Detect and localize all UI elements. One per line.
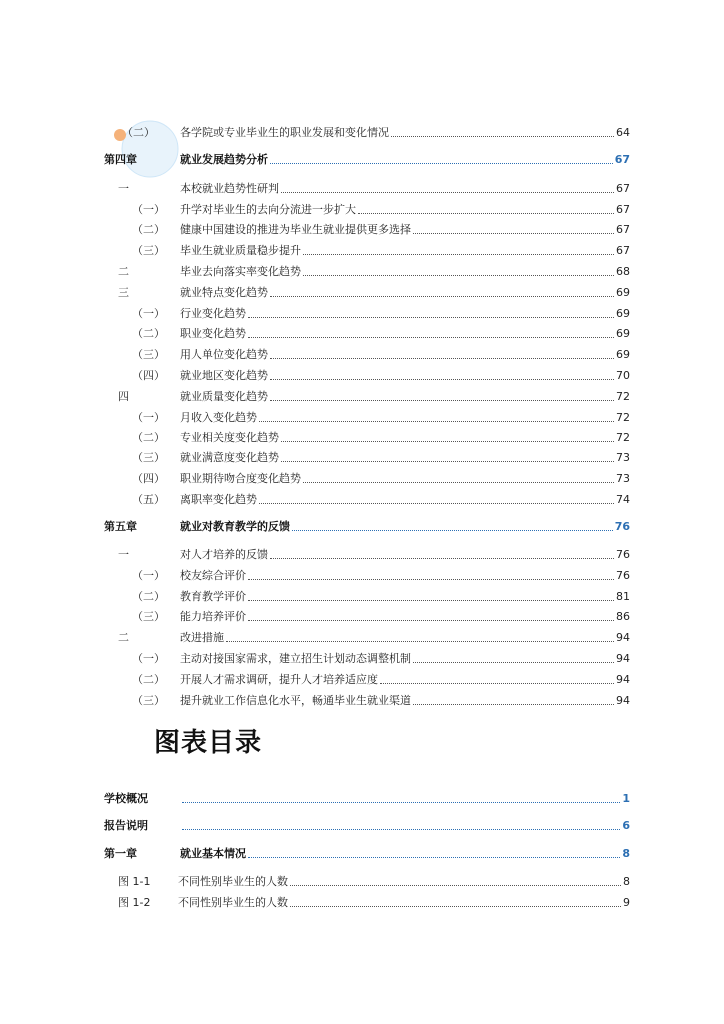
toc-chapter-entry[interactable] [104,818,630,834]
toc-entry-page: 72 [616,431,630,444]
toc-entry-number: （二） [132,590,165,603]
toc-entry-title: 健康中国建设的推进为毕业生就业提供更多选择 [180,223,411,236]
toc-dot-leader [358,202,614,214]
toc-dot-leader [259,492,614,504]
toc-entry-title: 教育教学评价 [180,590,246,603]
toc-entry-number: 一 [118,182,129,195]
toc-entry-number: 第一章 [104,847,137,860]
toc-dot-leader [259,410,614,422]
toc-entry-title: 升学对毕业生的去向分流进一步扩大 [180,203,356,216]
toc-entry-page: 81 [616,590,630,603]
toc-entry-title: 开展人才需求调研，提升人才培养适应度 [180,673,378,686]
toc-entry-page: 74 [616,493,630,506]
toc-dot-leader [270,389,614,401]
toc-entry[interactable] [104,630,630,646]
toc-dot-leader [380,672,614,684]
toc-dot-leader [303,243,614,255]
toc-entry-page: 68 [616,265,630,278]
toc-entry-page: 1 [622,792,630,805]
toc-entry-number: （三） [132,451,165,464]
toc-entry-number: （二） [122,126,155,139]
toc-entry-title: 各学院或专业毕业生的职业发展和变化情况 [180,126,389,139]
toc-entry-page: 76 [616,548,630,561]
toc-dot-leader [270,152,613,164]
toc-entry-page: 69 [616,286,630,299]
toc-chapter-entry[interactable] [104,519,630,535]
toc-dot-leader [182,818,620,830]
toc-dot-leader [303,471,614,483]
toc-entry-page: 67 [614,153,630,166]
toc-entry-title: 就业特点变化趋势 [180,286,268,299]
toc-entry[interactable] [104,410,630,426]
toc-entry-number: 第五章 [104,520,137,533]
toc-entry-number: 图 1-1 [118,875,151,888]
toc-entry-title: 提升就业工作信息化水平，畅通毕业生就业渠道 [180,694,411,707]
toc-entry-page: 64 [616,126,630,139]
toc-entry-number: 三 [118,286,129,299]
toc-dot-leader [226,630,614,642]
toc-entry-page: 76 [614,520,630,533]
toc-dot-leader [281,450,614,462]
toc-entry-page: 67 [616,182,630,195]
toc-dot-leader [248,609,614,621]
toc-entry[interactable] [104,306,630,322]
toc-dot-leader [290,895,621,907]
toc-entry-number: 第四章 [104,153,137,166]
toc-dot-leader [303,264,614,276]
toc-entry-title: 毕业去向落实率变化趋势 [180,265,301,278]
toc-entry-title: 用人单位变化趋势 [180,348,268,361]
toc-dot-leader [182,791,620,803]
figures-toc-heading: 图表目录 [154,728,263,758]
toc-chapter-entry[interactable] [104,791,630,807]
toc-entry-number: 二 [118,265,129,278]
toc-entry-number: （五） [132,493,165,506]
toc-entry-title: 毕业生就业质量稳步提升 [180,244,301,257]
toc-entry-page: 8 [622,847,630,860]
toc-entry-page: 94 [616,694,630,707]
toc-chapter-entry[interactable] [104,152,630,168]
toc-entry-page: 69 [616,307,630,320]
toc-entry-number: 图 1-2 [118,896,151,909]
toc-entry[interactable] [104,368,630,384]
toc-entry-page: 69 [616,327,630,340]
toc-figure-entry[interactable] [104,874,630,890]
toc-entry-page: 73 [616,451,630,464]
toc-entry-page: 72 [616,411,630,424]
toc-entry-number: （一） [132,569,165,582]
toc-entry-title: 能力培养评价 [180,610,246,623]
toc-entry-title: 就业基本情况 [180,847,246,860]
toc-figure-entry[interactable] [104,895,630,911]
toc-entry[interactable] [104,568,630,584]
toc-dot-leader [281,430,614,442]
toc-entry[interactable] [104,492,630,508]
toc-entry[interactable] [104,389,630,405]
toc-entry-title: 就业对教育教学的反馈 [180,520,290,533]
toc-entry[interactable] [104,264,630,280]
toc-entry-title: 就业质量变化趋势 [180,390,268,403]
toc-entry[interactable] [104,651,630,667]
toc-entry-page: 6 [622,819,630,832]
toc-dot-leader [270,285,614,297]
toc-entry-page: 70 [616,369,630,382]
toc-entry-number: （一） [132,203,165,216]
toc-entry-page: 76 [616,569,630,582]
toc-entry-page: 67 [616,244,630,257]
toc-entry-title: 不同性别毕业生的人数 [178,896,288,909]
toc-entry-page: 69 [616,348,630,361]
toc-dot-leader [270,347,614,359]
toc-entry-number: （四） [132,369,165,382]
toc-entry-title: 就业地区变化趋势 [180,369,268,382]
toc-dot-leader [248,306,614,318]
toc-entry-number: （二） [132,327,165,340]
toc-entry-title: 本校就业趋势性研判 [180,182,279,195]
toc-entry-title: 就业发展趋势分析 [180,153,268,166]
toc-dot-leader [270,368,614,380]
toc-dot-leader [270,547,614,559]
toc-entry-page: 94 [616,652,630,665]
toc-entry-title: 校友综合评价 [180,569,246,582]
toc-entry-number: （二） [132,673,165,686]
toc-entry-title: 职业期待吻合度变化趋势 [180,472,301,485]
toc-dot-leader [290,874,621,886]
toc-dot-leader [391,125,614,137]
toc-entry-page: 8 [623,875,630,888]
toc-entry-page: 67 [616,203,630,216]
toc-entry-title: 对人才培养的反馈 [180,548,268,561]
toc-entry-title: 离职率变化趋势 [180,493,257,506]
toc-entry-number: （三） [132,348,165,361]
toc-entry[interactable] [104,547,630,563]
toc-entry-number: （三） [132,610,165,623]
toc-dot-leader [413,693,614,705]
toc-chapter-entry[interactable] [104,846,630,862]
toc-entry-title: 月收入变化趋势 [180,411,257,424]
toc-entry[interactable] [104,243,630,259]
toc-entry[interactable] [104,347,630,363]
toc-entry[interactable] [104,222,630,238]
toc-entry[interactable] [104,430,630,446]
toc-entry-number: （一） [132,652,165,665]
toc-entry-number: （二） [132,431,165,444]
toc-entry-number: （三） [132,244,165,257]
toc-entry[interactable] [104,326,630,342]
toc-entry[interactable] [104,285,630,301]
toc-entry-title: 专业相关度变化趋势 [180,431,279,444]
toc-entry[interactable] [104,471,630,487]
toc-dot-leader [248,326,614,338]
toc-entry[interactable] [104,181,630,197]
toc-entry-page: 73 [616,472,630,485]
toc-entry-number: 一 [118,548,129,561]
toc-entry-title: 职业变化趋势 [180,327,246,340]
toc-entry[interactable] [104,693,630,709]
toc-entry[interactable] [104,609,630,625]
toc-entry[interactable] [104,672,630,688]
toc-entry-number: （二） [132,223,165,236]
toc-entry-number: （一） [132,307,165,320]
toc-entry-number: 学校概况 [104,792,148,805]
toc-dot-leader [248,568,614,580]
toc-entry-title: 不同性别毕业生的人数 [178,875,288,888]
toc-entry-number: （四） [132,472,165,485]
toc-entry[interactable] [104,589,630,605]
toc-dot-leader [281,181,614,193]
toc-entry[interactable] [104,202,630,218]
toc-entry-page: 86 [616,610,630,623]
toc-entry-number: 四 [118,390,129,403]
toc-entry[interactable] [104,125,630,141]
toc-entry-title: 行业变化趋势 [180,307,246,320]
toc-entry-number: 报告说明 [104,819,148,832]
toc-entry-page: 9 [623,896,630,909]
toc-entry-number: （三） [132,694,165,707]
toc-entry[interactable] [104,450,630,466]
toc-entry-title: 改进措施 [180,631,224,644]
toc-entry-number: （一） [132,411,165,424]
toc-dot-leader [413,222,614,234]
toc-dot-leader [248,589,614,601]
toc-entry-page: 72 [616,390,630,403]
toc-entry-page: 67 [616,223,630,236]
toc-entry-title: 就业满意度变化趋势 [180,451,279,464]
toc-entry-page: 94 [616,631,630,644]
toc-dot-leader [292,519,613,531]
toc-entry-number: 二 [118,631,129,644]
toc-entry-title: 主动对接国家需求，建立招生计划动态调整机制 [180,652,411,665]
toc-dot-leader [248,846,620,858]
toc-entry-page: 94 [616,673,630,686]
toc-dot-leader [413,651,614,663]
